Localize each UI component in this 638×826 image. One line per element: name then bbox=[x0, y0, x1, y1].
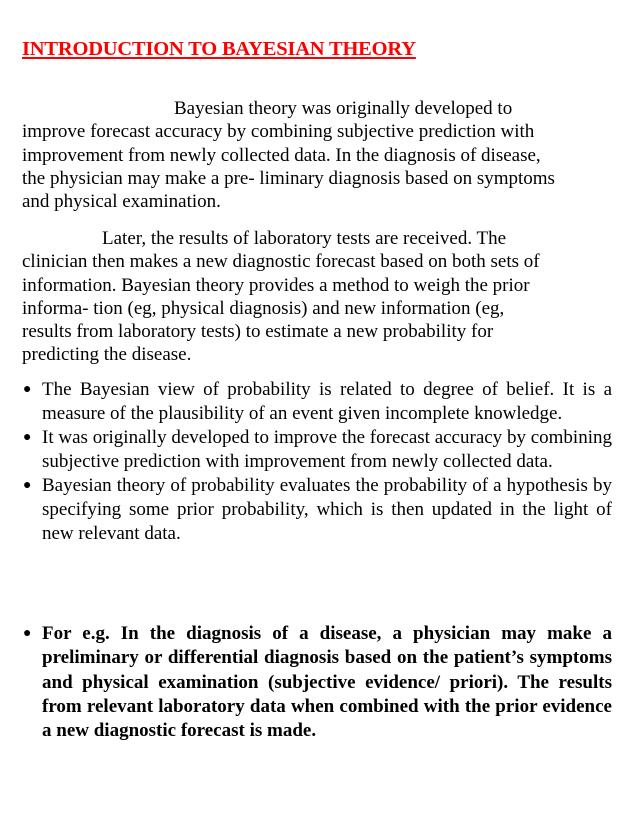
paragraph-line: Bayesian theory was originally developed to bbox=[174, 98, 513, 119]
paragraph-line: and physical examination. bbox=[22, 191, 221, 213]
second-paragraph bbox=[22, 227, 612, 367]
paragraph-line: improvement from newly collected data. In the diagnosis of disease, bbox=[22, 144, 541, 166]
bullet-text: Bayesian theory of probability evaluates the probability of a hypothesis by specifying some prior probability, which is then updated in the light of new relevant data. bbox=[42, 475, 612, 544]
paragraph-line: information. Bayesian theory provides a method to weigh the prior bbox=[22, 274, 530, 296]
paragraph-line: clinician then makes a new diagnostic forecast based on both sets of bbox=[22, 251, 540, 273]
paragraph-line: the physician may make a pre- liminary diagnosis based on symptoms bbox=[22, 167, 555, 189]
document-title: INTRODUCTION TO BAYESIAN THEORY bbox=[22, 38, 416, 60]
bullet-text: It was originally developed to improve the forecast accuracy by combining subjective prediction with improvement from newly collected data. bbox=[42, 427, 612, 472]
paragraph-line: improve forecast accuracy by combining subjective prediction with bbox=[22, 121, 535, 143]
list-item bbox=[22, 474, 612, 546]
list-item bbox=[22, 378, 612, 426]
list-item bbox=[22, 622, 612, 743]
bullet-text: The Bayesian view of probability is related to degree of belief. It is a measure of the plausibility of an event given incomplete knowledge. bbox=[42, 379, 612, 424]
bullet-dot-icon: ● bbox=[23, 430, 32, 445]
intro-paragraph bbox=[22, 97, 612, 213]
list-item bbox=[22, 426, 612, 474]
bold-bullet-list bbox=[22, 622, 612, 743]
bullet-dot-icon: ● bbox=[23, 478, 32, 493]
paragraph-line: results from laboratory tests) to estimate a new probability for bbox=[22, 321, 494, 343]
paragraph-line: informa- tion (eg, physical diagnosis) and new information (eg, bbox=[22, 297, 505, 319]
bullet-dot-icon: ● bbox=[23, 626, 32, 641]
bold-bullet-text: For e.g. In the diagnosis of a disease, a physician may make a preliminary or differential diagnosis based on the patient’s symptoms and physical examination (subjective evidence/ priori). The results from relevant laboratory data when combined with the prior evidence a new diagnostic forecast is made. bbox=[42, 623, 612, 742]
paragraph-line: Later, the results of laboratory tests are received. The bbox=[102, 228, 507, 249]
bullet-dot-icon: ● bbox=[23, 382, 32, 397]
bullet-list bbox=[22, 378, 612, 546]
paragraph-line: predicting the disease. bbox=[22, 344, 192, 366]
